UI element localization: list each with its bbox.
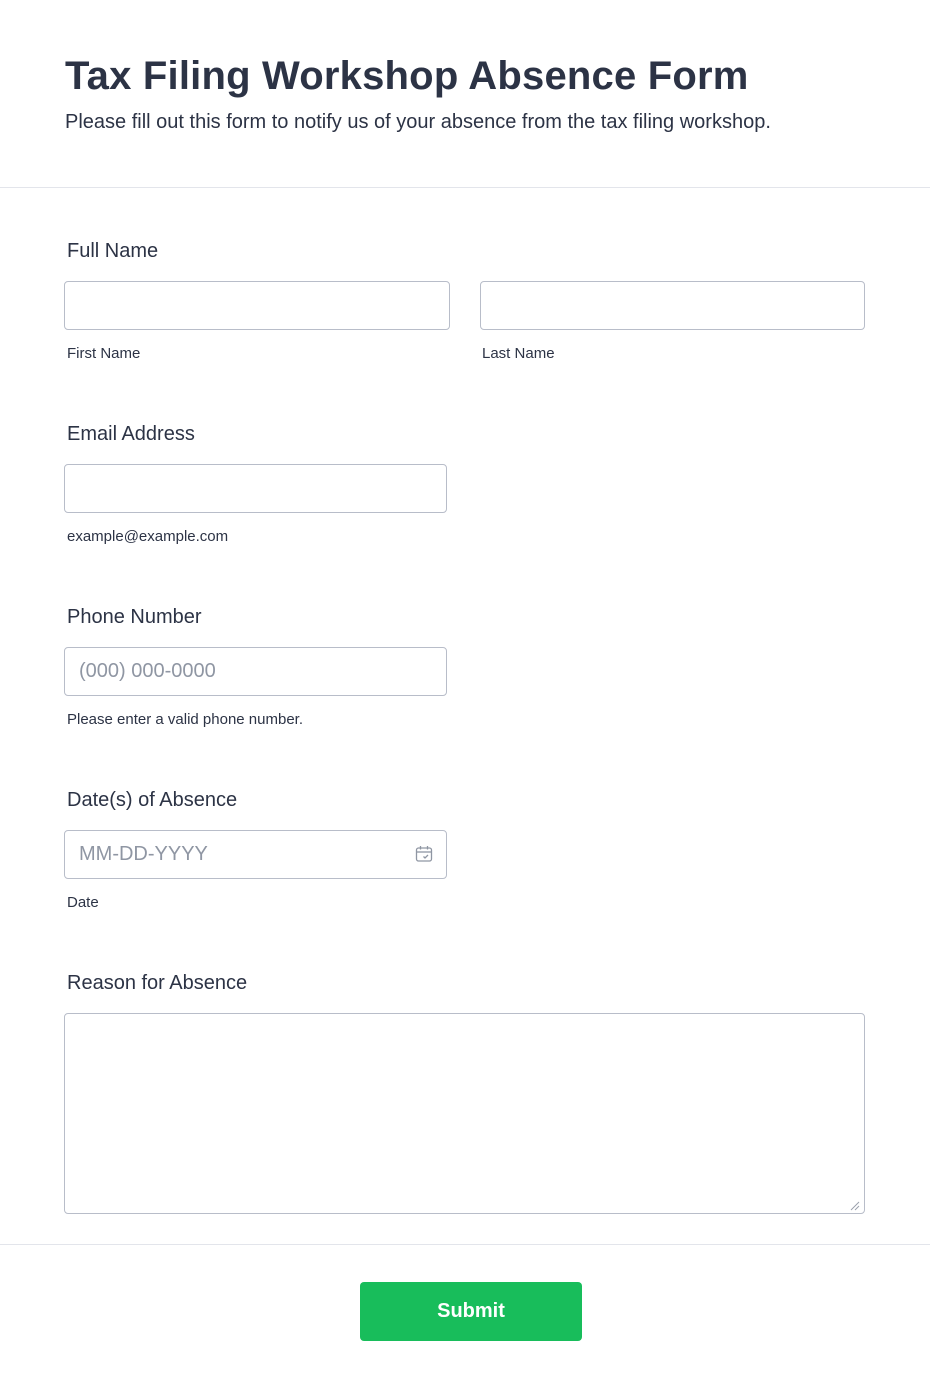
first-name-sublabel: First Name xyxy=(67,345,141,362)
last-name-input[interactable] xyxy=(480,281,865,330)
email-label: Email Address xyxy=(67,423,195,445)
reason-textarea[interactable] xyxy=(64,1013,865,1214)
form-title: Tax Filing Workshop Absence Form xyxy=(65,54,749,98)
full-name-label: Full Name xyxy=(67,240,159,262)
calendar-icon[interactable] xyxy=(415,845,433,863)
resize-handle-icon[interactable] xyxy=(848,1198,860,1210)
date-picker[interactable] xyxy=(64,830,447,879)
first-name-input[interactable] xyxy=(64,281,450,330)
last-name-sublabel: Last Name xyxy=(482,345,555,362)
reason-label: Reason for Absence xyxy=(67,972,248,994)
submit-button[interactable]: Submit xyxy=(360,1282,582,1341)
phone-input[interactable] xyxy=(64,647,447,696)
phone-label: Phone Number xyxy=(67,606,202,628)
absence-date-input[interactable] xyxy=(64,830,447,879)
absence-date-label: Date(s) of Absence xyxy=(67,789,238,811)
email-input[interactable] xyxy=(64,464,447,513)
footer-divider xyxy=(0,1244,930,1245)
form-header xyxy=(0,0,930,188)
phone-sublabel: Please enter a valid phone number. xyxy=(67,711,303,728)
absence-date-sublabel: Date xyxy=(67,894,99,911)
email-sublabel: example@example.com xyxy=(67,528,229,545)
form-subtitle: Please fill out this form to notify us of your absence from the tax filing workshop. xyxy=(65,111,771,133)
